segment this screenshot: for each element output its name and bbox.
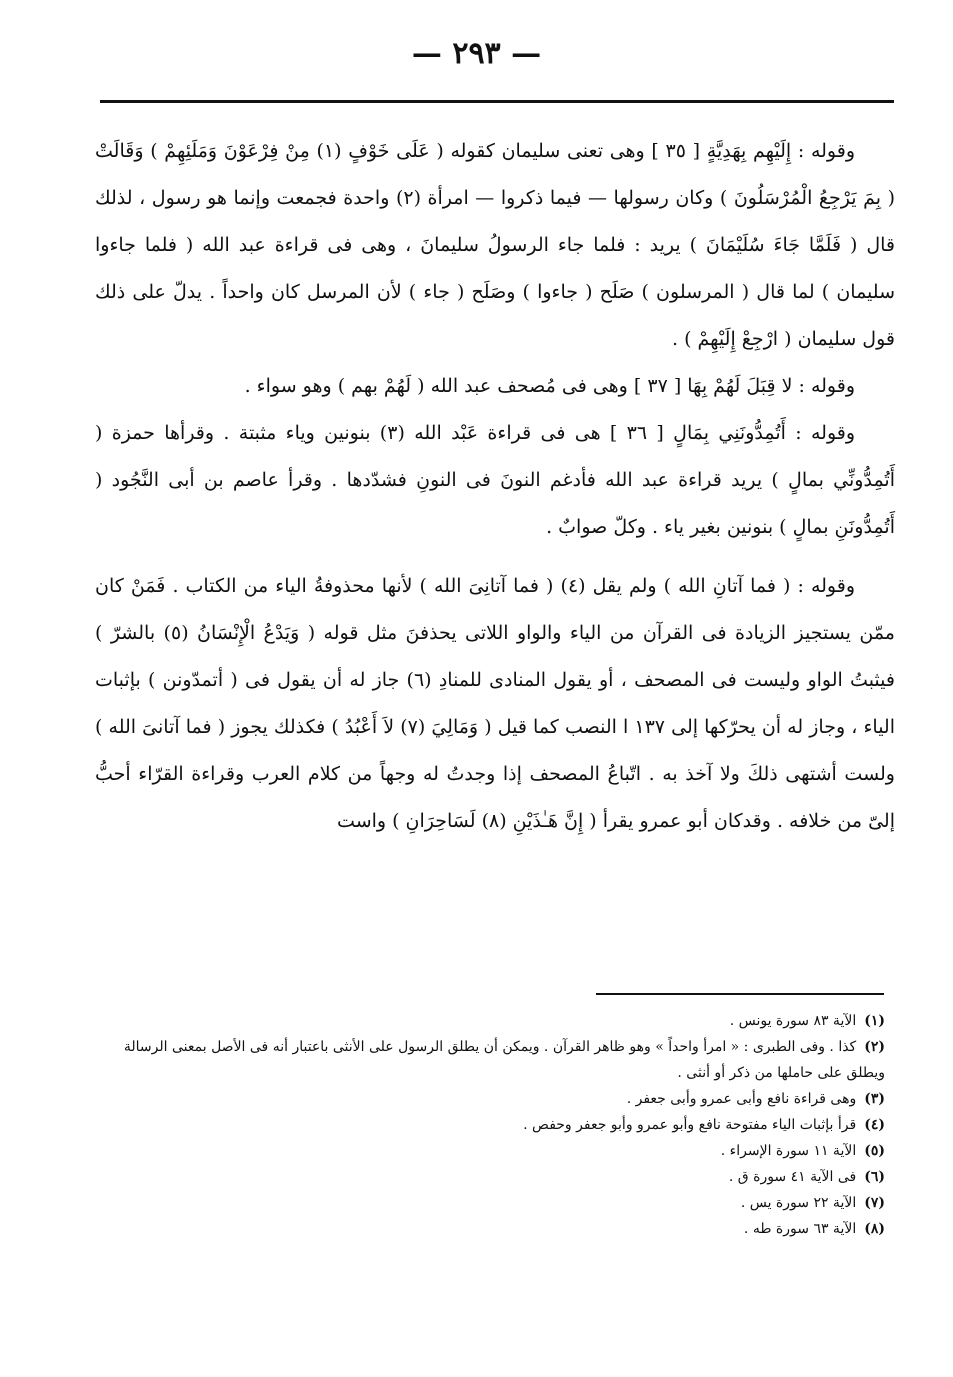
footnote-7 [95, 1190, 885, 1216]
page-number: — ٢٩٣ — [411, 36, 542, 71]
footnote-5 [95, 1138, 885, 1164]
footnote-6 [95, 1164, 885, 1190]
footnote-text: الآية ٦٣ سورة طه . [743, 1221, 857, 1237]
footnote-1 [95, 1008, 885, 1034]
main-text [95, 128, 895, 845]
footnote-number: (٧) [864, 1195, 885, 1211]
footnote-text: وهى قراءة نافع وأبى عمرو وأبى جعفر . [626, 1091, 857, 1107]
paragraph-4: وقوله : ( فما آتانِ الله ) ولم يقل (٤) ( فما آتانِىَ الله ) لأنها محذوفةُ الياء من الكتاب . فَمَنْ كان ممّن يستجيز الزيادة فى القرآن من الياء والواو اللاتى يحذفنَ مثل قوله ( وَيَدْعُ الْإِنْسَانُ (٥) بالشرّ ) فيثبتُ الواو وليست فى المصحف ، أو يقول المنادى للمنادِ (٦) جاز له أن يقول فى ( أتمدّونن ) بإثبات الياء ، وجاز له أن يحرّكها إلى ١٣٧ ا النصب كما قيل ( وَمَالِيَ (٧) لاَ أَعْبُدُ ) فكذلك يجوز ( فما آتانىَ الله ) ولست أشتهى ذلكَ ولا آخذ به . اتّباعُ المصحف إذا وجدتُ له وجهاً من كلام العرب وقراءة القرّاء أحبُّ إلىّ من خلافه . وقدكان أبو عمرو يقرأ ( إِنَّ هَـٰذَيْنِ (٨) لَسَاحِرَانِ ) واست [95, 575, 895, 832]
footnote-text: فى الآية ٤١ سورة ق . [728, 1169, 857, 1185]
footnote-number: (٥) [864, 1143, 885, 1159]
footnote-rule [596, 993, 884, 995]
footnote-number: (٢) [864, 1039, 885, 1055]
footnote-number: (١) [864, 1013, 885, 1029]
paragraph-1: وقوله : إِلَيْهِم بِهَدِيَّةٍ [ ٣٥ ] وهى تعنى سليمان كقوله ( عَلَى خَوْفٍ (١) مِنْ فِرْعَوْنَ وَمَلَئِهِمْ ) وَقَالَتْ ( بِمَ يَرْجِعُ الْمُرْسَلُونَ ) وكان رسولها — فيما ذكروا — امرأة (٢) واحدة فجمعت وإنما هو رسول ، لذلك قال ( فَلَمَّا جَاءَ سُلَيْمَانَ ) يريد : فلما جاء الرسولُ سليمانَ ، وهى فى قراءة عبد الله ( فلما جاءوا سليمان ) لما قال ( المرسلون ) صَلَح ( جاءوا ) وصَلَح ( جاء ) لأن المرسل كان واحداً . يدلّ على ذلك قول سليمان ( ارْجِعْ إِلَيْهِمْ ) . [95, 140, 895, 350]
footnote-text: الآية ٢٢ سورة يس . [740, 1195, 857, 1211]
paragraph-3: وقوله : أَتُمِدُّونَنِي بِمَالٍ [ ٣٦ ] هى فى قراءة عَبْد الله (٣) بنونين وياء مثبتة . وقرأها حمزة ( أَتُمِدُّونِّي بمالٍ ) يريد قراءة عبد الله فأدغم النونَ فى النونِ فشدّدها . وقرأ عاصم بن أبى النَّجُود ( أَتُمِدُّونَنِ بمالٍ ) بنونين بغير ياء . وكلّ صوابٌ . [95, 422, 895, 538]
footnote-number: (٨) [864, 1221, 885, 1237]
footnote-3 [95, 1086, 885, 1112]
footnote-2 [95, 1034, 885, 1086]
footnote-number: (٦) [864, 1169, 885, 1185]
footnote-8 [95, 1216, 885, 1242]
header-rule [100, 100, 894, 103]
footnote-text: قرأ بإثبات الياء مفتوحة نافع وأبو عمرو وأبو جعفر وحفص . [523, 1117, 857, 1133]
paragraph-2: وقوله : لا قِبَلَ لَهُمْ بِهَا [ ٣٧ ] وهى فى مُصحف عبد الله ( لَهُمْ بهم ) وهو سواء . [244, 375, 855, 397]
footnote-text: الآية ٨٣ سورة يونس . [729, 1013, 857, 1029]
footnote-text: الآية ١١ سورة الإسراء . [720, 1143, 857, 1159]
footnote-4 [95, 1112, 885, 1138]
footnote-number: (٣) [864, 1091, 885, 1107]
footnote-text: كذا . وفى الطبرى : « امرأ واحداً » وهو ظاهر القرآن . ويمكن أن يطلق الرسول على الأنثى باعتبار أنه فى الأصل بمعنى الرسالة ويطلق على حاملها من ذكر أو أنثى . [123, 1039, 885, 1081]
footnotes [95, 1008, 885, 1242]
footnote-number: (٤) [864, 1117, 885, 1133]
